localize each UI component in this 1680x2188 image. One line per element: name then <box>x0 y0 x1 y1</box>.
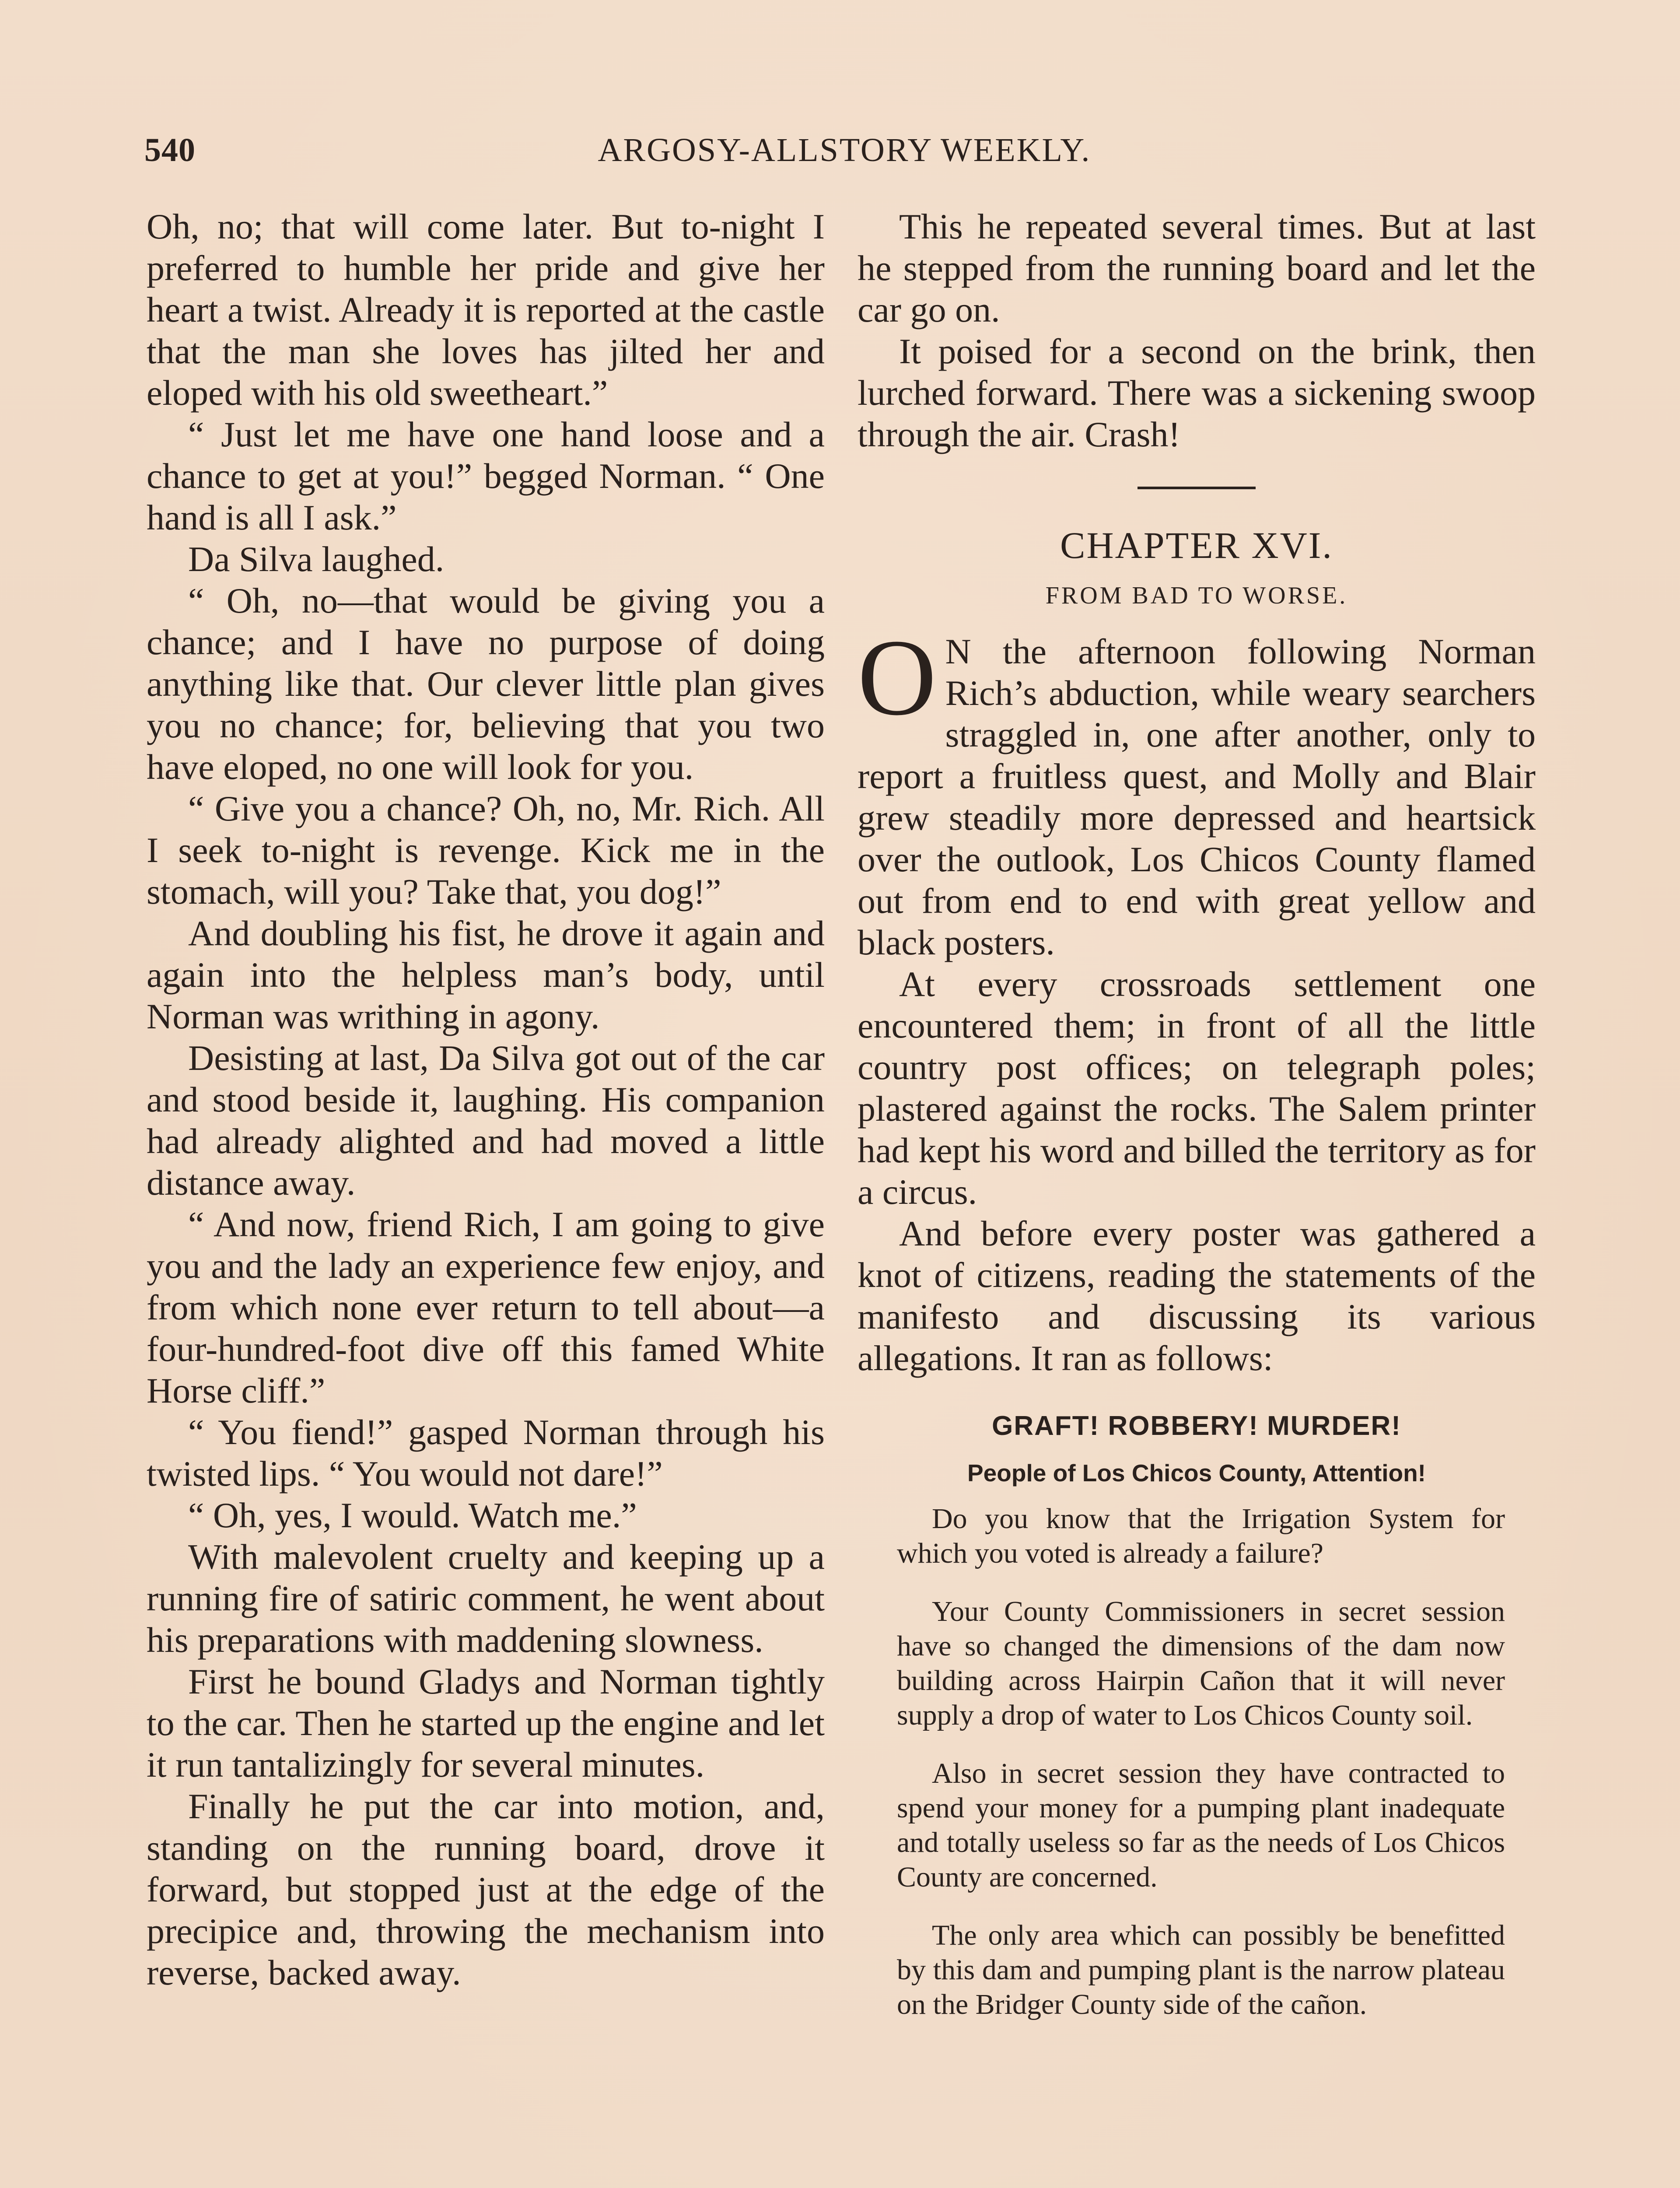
page-header <box>144 131 1544 179</box>
paragraph-text: N the afternoon following Norman Rich’s abduction, while weary searchers straggled in, one after another, only to report a fruitless quest, and Molly and Blair grew steadily more depressed and heartsick over the outlook, Los Chicos County flamed out from end to end with great yellow and black posters. <box>858 631 1536 962</box>
poster-paragraph: Your County Commissioners in secret session have so changed the dimensions of the dam now building across Hairpin Cañon that it will never supply a drop of water to Los Chicos County soil. <box>897 1595 1505 1731</box>
chapter-opening-paragraph <box>858 617 1536 963</box>
left-column <box>147 206 825 1993</box>
poster-headline: GRAFT! ROBBERY! MURDER! <box>992 1411 1401 1441</box>
chapter-title: CHAPTER XVI. <box>1060 524 1333 566</box>
chapter-subtitle: FROM BAD TO WORSE. <box>1045 582 1348 609</box>
drop-cap: O <box>858 617 937 738</box>
paragraph: Finally he put the car into motion, and, standing on the running board, drove it forward, but stopped just at the edge of the precipice and, throwing the mechanism into reverse, backed away. <box>147 1786 825 1992</box>
page-number: 540 <box>144 132 196 168</box>
paragraph: Da Silva laughed. <box>188 539 444 579</box>
paragraph: This he repeated several times. But at last he stepped from the running board and let the car go on. <box>858 207 1536 330</box>
section-divider <box>1138 487 1256 489</box>
poster-paragraph: Also in secret session they have contracted to spend your money for a pumping plant inadequate and totally useless so far as the needs of Los Chicos County are concerned. <box>897 1757 1505 1893</box>
paragraph: And before every poster was gathered a knot of citizens, reading the statements of the manifesto and discussing its various allegations. It ran as follows: <box>858 1213 1536 1378</box>
poster-text <box>897 1501 1505 2022</box>
poster-subhead: People of Los Chicos County, Attention! <box>967 1459 1426 1487</box>
poster-paragraph: The only area which can possibly be benefitted by this dam and pumping plant is the narrow plateau on the Bridger County side of the cañon. <box>897 1919 1505 2020</box>
paragraph: It poised for a second on the brink, then lurched forward. There was a sickening swoop through the air. Crash! <box>858 331 1536 454</box>
paragraph: At every crossroads settlement one encountered them; in front of all the little country post offices; on telegraph poles; plastered against the rocks. The Salem printer had kept his word and billed the territory as for a circus. <box>858 964 1536 1212</box>
paragraph: “ You fiend!” gasped Norman through his twisted lips. “ You would not dare!” <box>147 1412 825 1494</box>
paragraph: First he bound Gladys and Norman tightly to the car. Then he started up the engine and let it run tantalizingly for several minutes. <box>147 1662 825 1785</box>
running-head: ARGOSY-ALLSTORY WEEKLY. <box>598 132 1091 168</box>
poster-paragraph: Do you know that the Irrigation System for which you voted is already a failure? <box>897 1503 1505 1569</box>
paragraph: “ And now, friend Rich, I am going to give you and the lady an experience few enjoy, and from which none ever return to tell about—a four-hundred-foot dive off this famed White Horse cliff.” <box>147 1204 825 1410</box>
paragraph: And doubling his fist, he drove it again and again into the helpless man’s body, until Norman was writhing in agony. <box>147 913 825 1036</box>
right-column <box>858 206 1536 2045</box>
paragraph: “ Oh, no—that would be giving you a chance; and I have no purpose of doing anything like that. Our clever little plan gives you no chance; for, believing that you two have eloped, no one will look for you. <box>147 581 825 787</box>
paragraph: “ Oh, yes, I would. Watch me.” <box>188 1495 637 1535</box>
paragraph: With malevolent cruelty and keeping up a running fire of satiric comment, he went about his preparations with maddening slowness. <box>147 1537 825 1660</box>
paragraph: Oh, no; that will come later. But to-night I preferred to humble her pride and give her heart a twist. Already it is reported at the castle that the man she loves has jilted her and eloped with his old sweetheart.” <box>147 207 825 413</box>
paragraph: “ Just let me have one hand loose and a chance to get at you!” begged Norman. “ One hand is all I ask.” <box>147 414 825 537</box>
paragraph: Desisting at last, Da Silva got out of the car and stood beside it, laughing. His companion had already alighted and had moved a little distance away. <box>147 1038 825 1203</box>
paragraph: “ Give you a chance? Oh, no, Mr. Rich. All I seek to-night is revenge. Kick me in the stomach, will you? Take that, you dog!” <box>147 789 825 912</box>
